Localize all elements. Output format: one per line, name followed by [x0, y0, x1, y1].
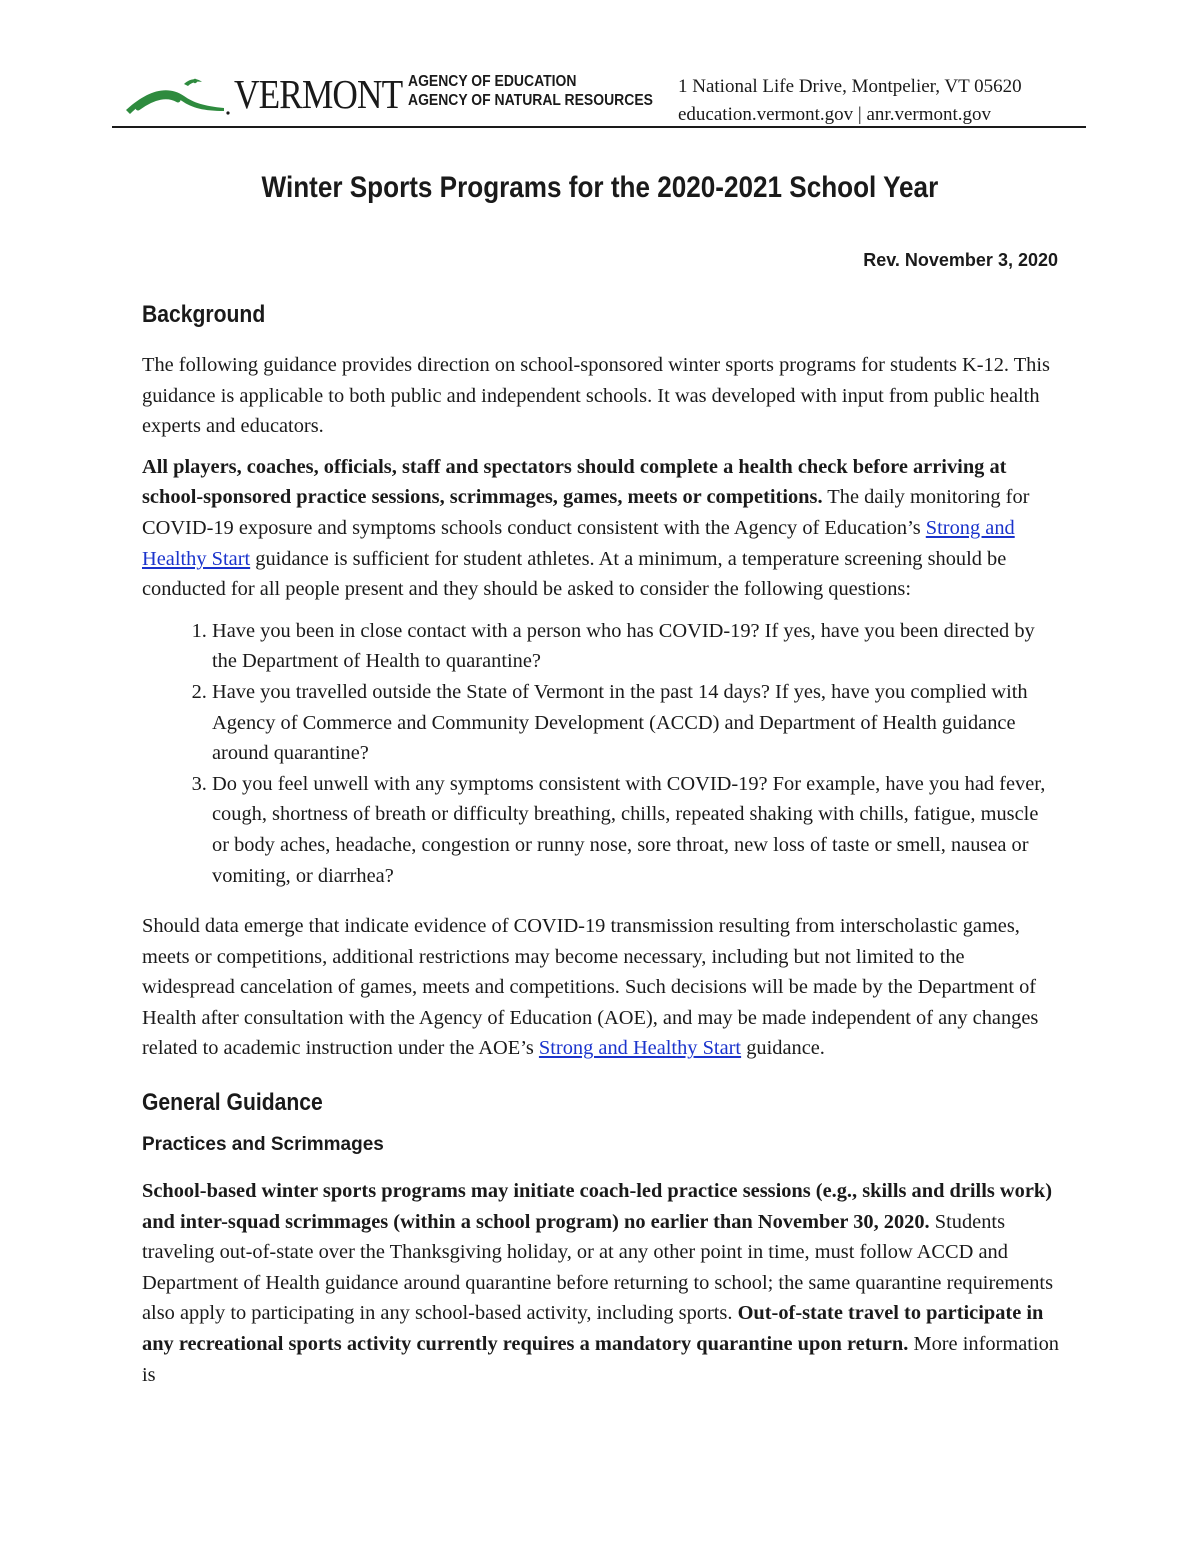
strong-healthy-start-link-2[interactable]: Strong and Healthy Start	[538, 1037, 742, 1060]
document-body	[142, 296, 1060, 1390]
travel-quarantine-statement: Out-of-state travel to participate in any recreational sports activity currently requires a mandatory quarantine upon return.	[142, 1302, 1044, 1356]
street-address: 1 National Life Drive, Montpelier, VT 05620	[678, 76, 1022, 97]
revision-date: Rev. November 3, 2020	[863, 250, 1058, 270]
agency-natural-resources: AGENCY OF NATURAL RESOURCES	[408, 92, 653, 109]
document-title-text: Winter Sports Programs for the 2020-2021 School Year	[261, 171, 939, 204]
health-check-statement: All players, coaches, officials, staff and spectators should complete a health check before arriving at school-sponsored practice sessions, scrimmages, games, meets or competitions.	[142, 455, 1007, 509]
background-heading: Background	[142, 301, 266, 328]
practices-scrimmages-heading: Practices and Scrimmages	[142, 1134, 384, 1156]
letterhead-address	[678, 73, 1022, 129]
practice-start-statement: School-based winter sports programs may initiate coach-led practice sessions (e.g., skills and drills work) and inter-squad scrimmages (within a school program) no earlier than November 30, 2020.	[142, 1180, 1053, 1233]
agency-names	[408, 72, 653, 110]
practices-text-b: More information is	[142, 1333, 1059, 1386]
background-paragraph-2	[142, 452, 1060, 605]
paragraph-3-text-a: Should data emerge that indicate evidence of COVID-19 transmission resulting from interscholastic games, meets or competitions, additional restrictions may become necessary, including but not limited to the widespread cancelation of games, meets and competitions. Such decisions will be made by the Department of Health after consultation with the Agency of Education (AOE), and may be made independent of any changes related to academic instruction under the AOE’s	[142, 915, 1039, 1060]
practices-text-a: Students traveling out-of-state over the Thanksgiving holiday, or at any other point in time, must follow ACCD and Department of Health guidance around quarantine before returning to school; the same quarantine requirements also apply to participating in any school-based activity, including sports.	[142, 1210, 1054, 1325]
paragraph-3-text-b: guidance.	[741, 1037, 825, 1060]
list-item: 2. Have you travelled outside the State of Vermont in the past 14 days? If yes, have you complied with Agency of Commerce and Community Development (ACCD) and Department of Health guidance around quarantine?	[212, 677, 1060, 769]
background-paragraph-1: The following guidance provides direction on school-sponsored winter sports programs for students K-12. This guidance is applicable to both public and independent schools. It was developed with input from public health experts and educators.	[142, 354, 1050, 438]
screening-questions-list	[142, 616, 1060, 891]
paragraph-2-text-a: The daily monitoring for COVID-19 exposure and symptoms schools conduct consistent with the Agency of Education’s	[142, 486, 1030, 539]
strong-healthy-start-link-1[interactable]: Strong and Healthy Start	[142, 516, 1015, 570]
background-paragraph-3	[142, 911, 1060, 1064]
website-links: education.vermont.gov | anr.vermont.gov	[678, 104, 992, 125]
document-title	[0, 168, 1200, 208]
letterhead	[112, 62, 1086, 128]
list-item: 1. Have you been in close contact with a person who has COVID-19? If yes, have you been directed by the Department of Health to quarantine?	[212, 616, 1060, 677]
agency-education: AGENCY OF EDUCATION	[408, 73, 577, 90]
list-item: 3. Do you feel unwell with any symptoms consistent with COVID-19? For example, have you had fever, cough, shortness of breath or difficulty breathing, chills, repeated shaking with chills, fatigue, muscle or body aches, headache, congestion or runny nose, sore throat, new loss of taste or smell, nausea or vomiting, or diarrhea?	[212, 769, 1060, 891]
paragraph-2-text-b: guidance is sufficient for student athletes. At a minimum, a temperature screening should be conducted for all people present and they should be asked to consider the following questions:	[142, 547, 1007, 601]
header-divider	[112, 126, 1086, 128]
general-guidance-heading: General Guidance	[142, 1089, 323, 1117]
vermont-wordmark: VERMONT	[234, 71, 403, 117]
mountain-bird-logo-icon	[124, 70, 234, 120]
practices-paragraph	[142, 1176, 1060, 1390]
